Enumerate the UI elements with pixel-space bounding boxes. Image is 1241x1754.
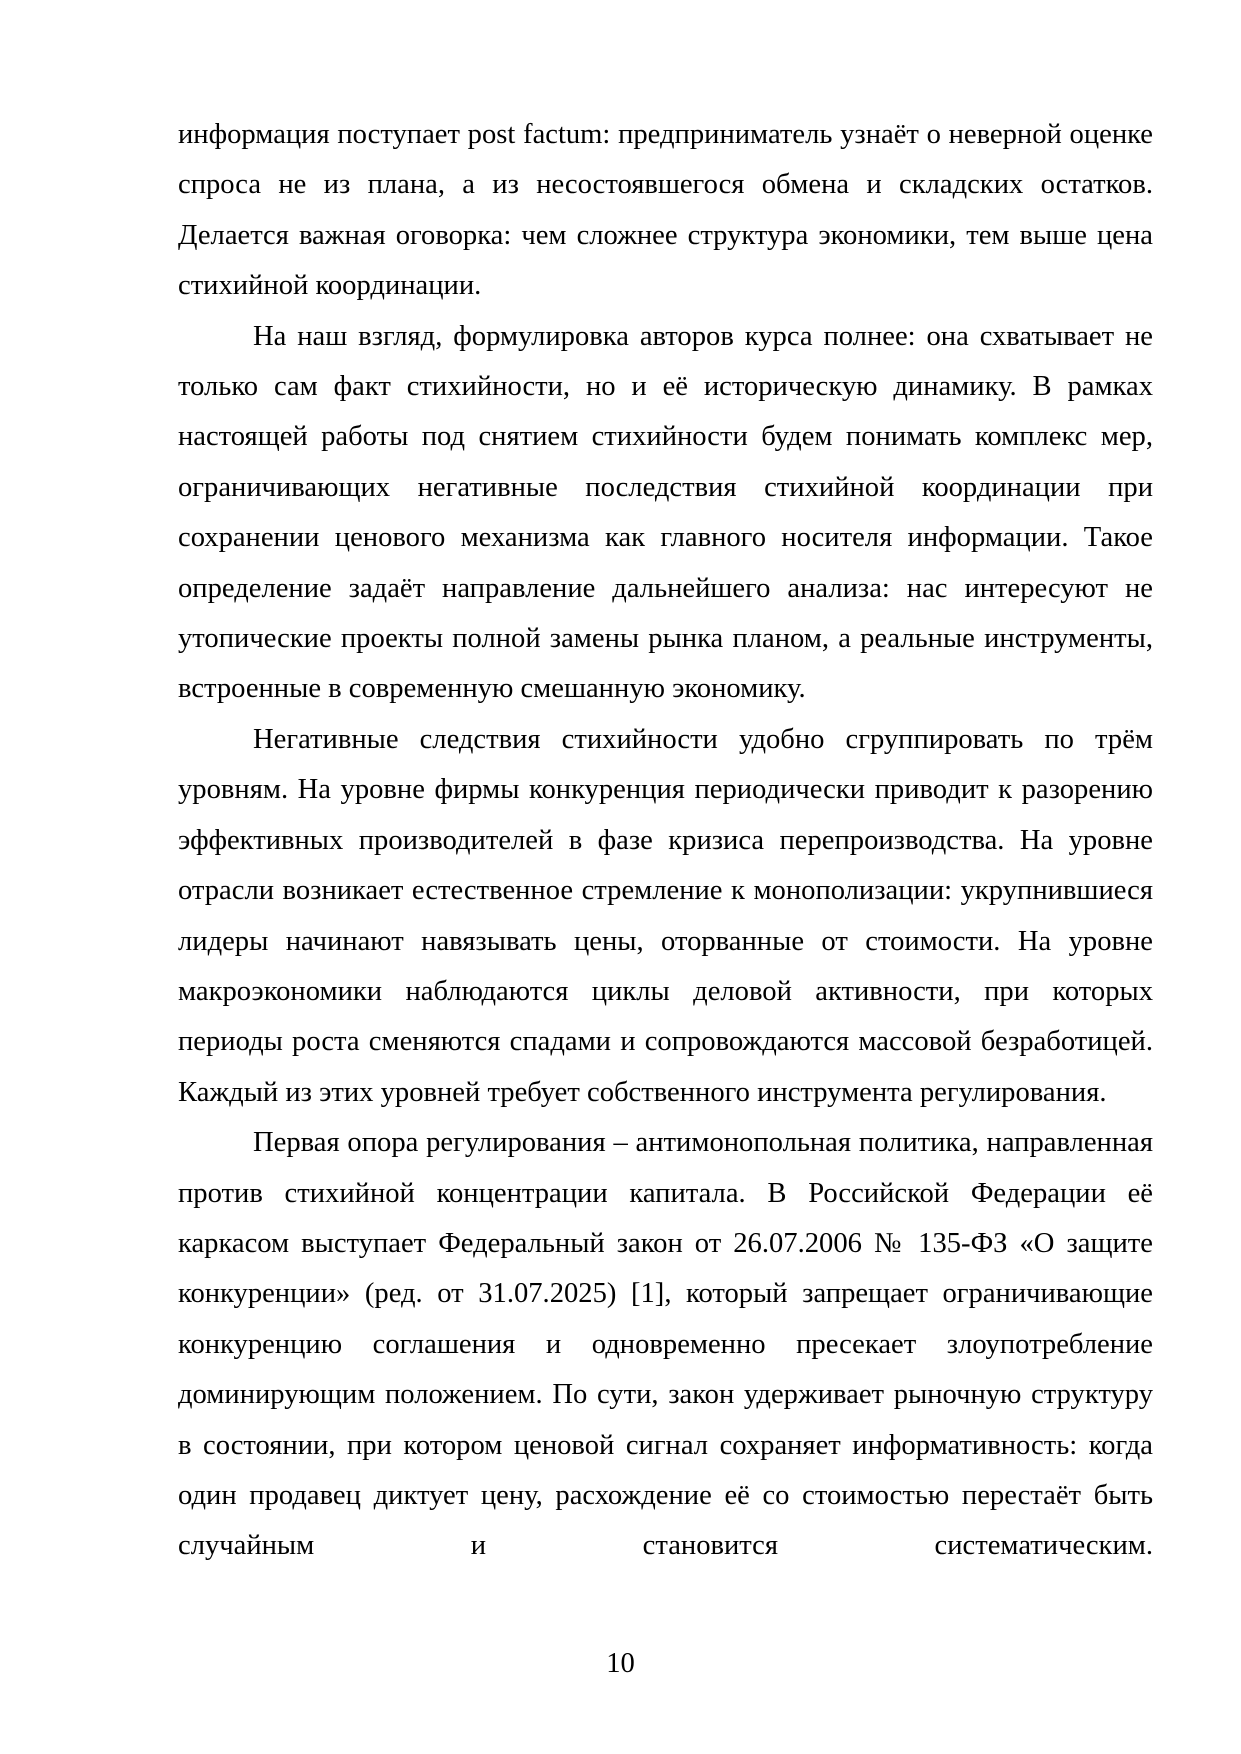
paragraph-3: Негативные следствия стихийности удобно сгруппировать по трём уровням. На уровне фирмы конкуренция периодически приводит к разорению эффективных производителей в фазе кризиса перепроизводства. На уровне отрасли возникает естественное стремление к монополизации: укрупнившиеся лидеры начинают навязывать цены, оторванные от стоимости. На уровне макроэкономики наблюдаются циклы деловой активности, при которых периоды роста сменяются спадами и сопровождаются массовой безработицей. Каждый из этих уровней требует собственного инструмента регулирования. xyxy=(178,723,1153,1108)
document-body xyxy=(178,110,1153,1572)
paragraph-2: На наш взгляд, формулировка авторов курса полнее: она схватывает не только сам факт стихийности, но и её историческую динамику. В рамках настоящей работы под снятием стихийности будем понимать комплекс мер, ограничивающих негативные последствия стихийной координации при сохранении ценового механизма как главного носителя информации. Такое определение задаёт направление дальнейшего анализа: нас интересуют не утопические проекты полной замены рынка планом, а реальные инструменты, встроенные в современную смешанную экономику. xyxy=(178,320,1153,705)
paragraph-4: Первая опора регулирования – антимонопольная политика, направленная против стихийной концентрации капитала. В Российской Федерации её каркасом выступает Федеральный закон от 26.07.2006 № 135-ФЗ «О защите конкуренции» (ред. от 31.07.2025) [1], который запрещает ограничивающие конкуренцию соглашения и одновременно пресекает злоупотребление доминирующим положением. По сути, закон удерживает рыночную структуру в состоянии, при котором ценовой сигнал сохраняет информативность: когда один продавец диктует цену, расхождение её со стоимостью перестаёт быть случайным и становится систематическим. xyxy=(178,1127,1153,1562)
paragraph-1: информация поступает post factum: предприниматель узнаёт о неверной оценке спроса не из плана, а из несостоявшегося обмена и складских остатков. Делается важная оговорка: чем сложнее структура экономики, тем выше цена стихийной координации. xyxy=(178,119,1153,302)
page-number: 10 xyxy=(606,1648,635,1679)
